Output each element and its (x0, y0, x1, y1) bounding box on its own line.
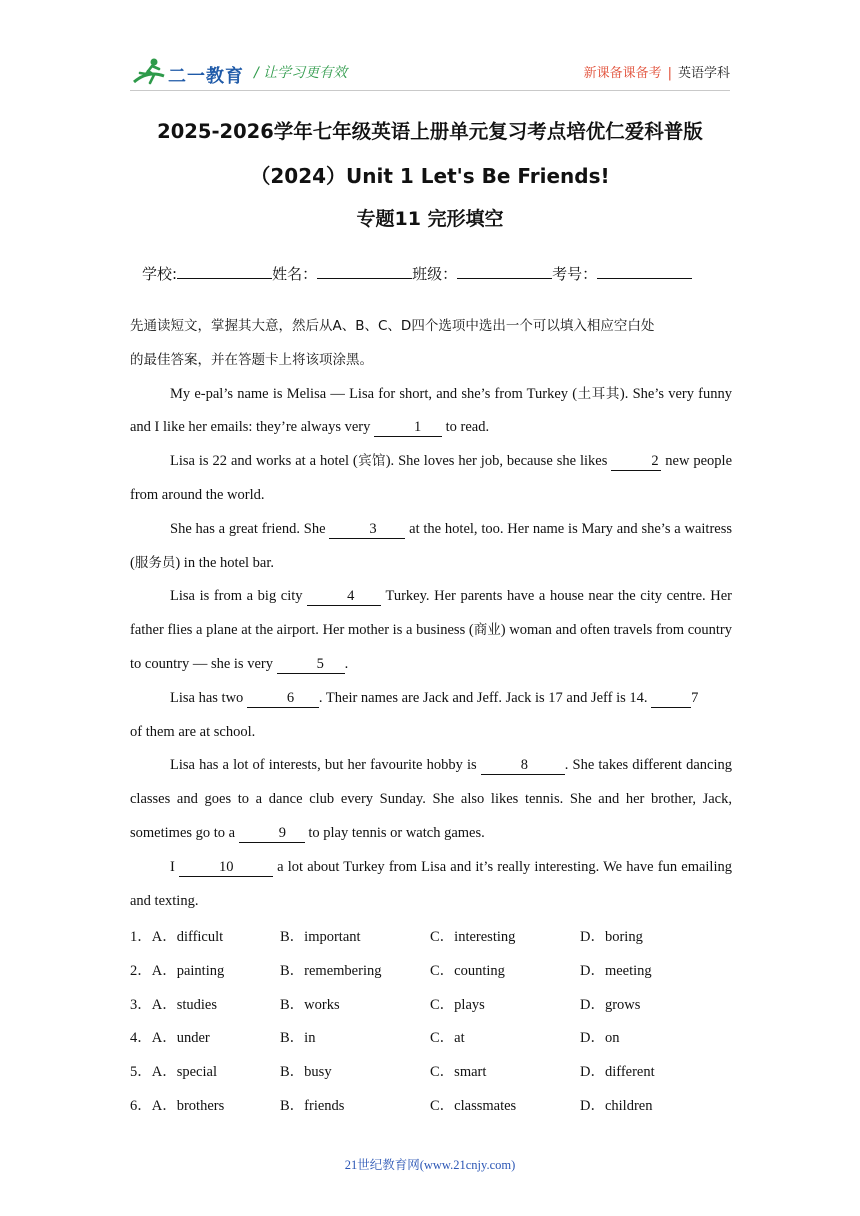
blank-10: 10 (179, 858, 273, 877)
school-blank[interactable] (177, 264, 272, 279)
paragraph-7 (130, 851, 732, 919)
instructions-line2: 的最佳答案，并在答题卡上将该项涂黑。 (130, 351, 373, 368)
number-label: 考号： (552, 265, 598, 283)
logo-text: 二一教育 (168, 66, 244, 87)
blank-1: 1 (374, 418, 442, 437)
blank-9: 9 (239, 824, 305, 843)
text: . She takes different dancing classes and goes to a dance club every Sunday. She also likes tennis. She and her brother, Jack, sometimes go to a (130, 757, 732, 841)
option[interactable]: 2．A．painting (130, 962, 225, 979)
header-separator: | (667, 66, 672, 81)
text: She has a great friend. She (170, 520, 326, 537)
text: ) in the hotel bar. (175, 554, 274, 571)
blank-4: 4 (307, 587, 381, 606)
option-row (130, 1088, 732, 1122)
header-divider (130, 90, 730, 91)
option[interactable]: 1．A．difficult (130, 929, 224, 945)
header-tag-prep: 新课备课备考 (583, 66, 662, 81)
blank-2: 2 (611, 452, 661, 471)
option[interactable]: C．interesting (430, 929, 516, 945)
student-info-line (142, 263, 692, 284)
text: . (344, 655, 349, 672)
option-row (130, 1054, 732, 1088)
paragraph-4 (130, 580, 732, 681)
option[interactable]: 5．A．special (130, 1064, 217, 1081)
doc-title-line2: （2024）Unit 1 Let's Be Friends! (250, 164, 610, 188)
option[interactable]: D．on (580, 1030, 620, 1047)
paragraph-2 (130, 445, 732, 513)
cn-gloss: 服务员 (134, 554, 176, 571)
paragraph-1 (130, 378, 732, 446)
option[interactable]: D．grows (580, 996, 641, 1013)
logo (130, 56, 248, 90)
option[interactable]: B．busy (280, 1064, 332, 1081)
option[interactable]: D．meeting (580, 962, 652, 979)
option[interactable]: B．remembering (280, 962, 382, 979)
doc-title-line3: 专题11 完形填空 (356, 208, 504, 230)
header-slogan: / 让学习更有效 (254, 65, 348, 81)
text: at the hotel, too. Her name is Mary and she’s a waitress ( (130, 520, 733, 571)
text: Turkey. Her parents have a house near the city centre. Her father flies a plane at the airport. Her mother is a business ( (130, 588, 732, 639)
option[interactable]: 6．A．brothers (130, 1097, 225, 1114)
option[interactable]: C．at (430, 1030, 465, 1047)
blank-5: 5 (277, 655, 345, 674)
doc-title-line1: 2025-2026学年七年级英语上册单元复习考点培优仁爱科普版 (157, 120, 703, 143)
option-row (130, 1020, 732, 1054)
blank-6: 6 (247, 689, 319, 708)
school-label: 学校: (142, 265, 178, 283)
name-label: 姓名： (272, 265, 318, 283)
option-row (130, 953, 732, 987)
text: of them are at school. (130, 723, 256, 740)
page-footer[interactable]: 21世纪教育网(www.21cnjy.com) (344, 1158, 516, 1172)
option[interactable]: B．works (280, 996, 340, 1013)
class-label: 班级： (412, 265, 458, 283)
text: ). She loves her job, because she likes (385, 453, 608, 470)
text: a lot about Turkey from Lisa and it’s really interesting. We have fun emailing and texting. (130, 858, 732, 909)
option[interactable]: 3．A．studies (130, 996, 217, 1013)
page-header (130, 52, 730, 92)
header-tag-subject: 英语学科 (677, 66, 730, 81)
cn-gloss: 宾馆 (357, 453, 386, 470)
header-right (584, 62, 730, 81)
text: I (170, 858, 175, 875)
option[interactable]: 4．A．under (130, 1030, 210, 1047)
text: Lisa has a lot of interests, but her favourite hobby is (170, 757, 477, 774)
text: to play tennis or watch games. (308, 824, 485, 841)
blank-7: 7 (651, 689, 691, 708)
option-row (130, 987, 732, 1021)
option[interactable]: B．friends (280, 1097, 345, 1114)
instructions (130, 310, 732, 378)
options-list (130, 919, 732, 1122)
text: Lisa has two (170, 689, 244, 706)
text: . Their names are Jack and Jeff. Jack is 17 and Jeff is 14. (318, 689, 648, 706)
name-blank[interactable] (317, 264, 412, 279)
text: ). She’s very funny and I like her emails: they’re always very (130, 385, 732, 436)
cn-gloss: 土耳其 (577, 385, 620, 402)
option[interactable]: B．in (280, 1030, 316, 1047)
paragraph-6 (130, 749, 732, 850)
number-blank[interactable] (597, 264, 692, 279)
blank-8: 8 (481, 756, 565, 775)
paragraph-3 (130, 513, 732, 581)
text: ) woman and often travels from country to country — she is very (130, 622, 733, 672)
option[interactable]: C．classmates (430, 1097, 517, 1114)
option-row (130, 919, 732, 953)
option[interactable]: B．important (280, 929, 361, 945)
option[interactable]: D．children (580, 1097, 653, 1114)
option[interactable]: C．smart (430, 1064, 487, 1081)
text: to read. (445, 419, 490, 436)
text: new people from around the world. (130, 453, 733, 503)
text: Lisa is from a big city (170, 588, 303, 605)
text: My e-pal’s name is Melisa — Lisa for short, and she’s from Turkey ( (170, 385, 578, 402)
paragraph-5 (130, 682, 732, 750)
passage (130, 310, 732, 918)
blank-3: 3 (329, 520, 405, 539)
class-blank[interactable] (457, 264, 552, 279)
cn-gloss: 商业 (473, 622, 501, 639)
option[interactable]: D．boring (580, 929, 643, 945)
option[interactable]: C．plays (430, 996, 485, 1013)
option[interactable]: C．counting (430, 962, 505, 979)
instructions-line1: 先通读短文，掌握其大意，然后从A、B、C、D四个选项中选出一个可以填入相应空白处 (130, 318, 655, 334)
text: Lisa is 22 and works at a hotel ( (170, 453, 358, 470)
option[interactable]: D．different (580, 1064, 655, 1081)
